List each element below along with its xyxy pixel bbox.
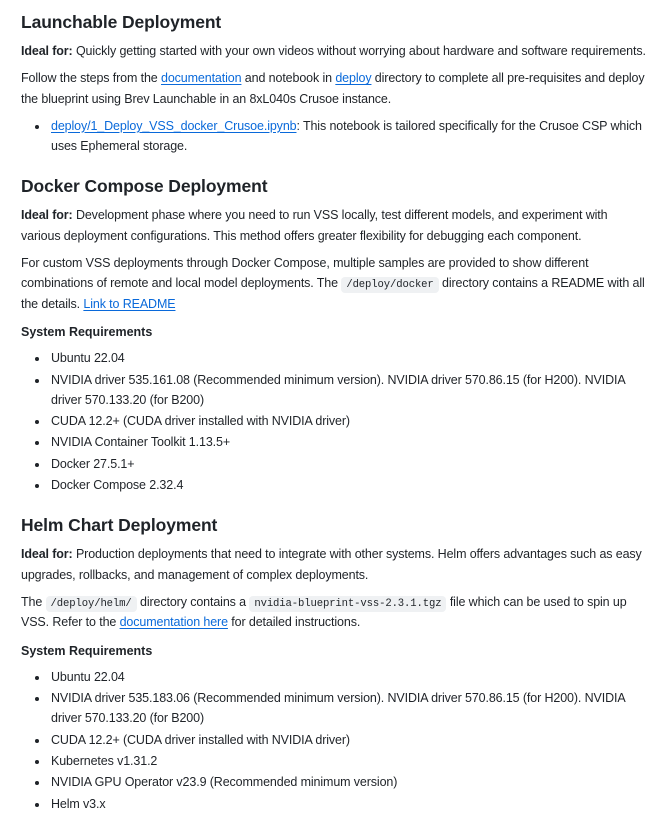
subheading-system-requirements: System Requirements: [21, 643, 153, 658]
list-item: • deploy/1_Deploy_VSS_docker_Crusoe.ipynb: This notebook is tailored specifically for the Crusoe CSP which uses Ephemeral storage.: [49, 116, 648, 157]
list-item: • Ubuntu 22.04: [49, 667, 648, 687]
inline-code: /deploy/helm/: [46, 596, 137, 612]
bold-text: Ideal for:: [21, 547, 73, 562]
list-item: • NVIDIA driver 535.183.06 (Recommended minimum version). NVIDIA driver 570.86.15 (for H200). NVIDIA driver 570.133.20 (for B200): [49, 688, 648, 729]
list-item: • CUDA 12.2+ (CUDA driver installed with NVIDIA driver): [49, 730, 648, 750]
list-item: • CUDA 12.2+ (CUDA driver installed with NVIDIA driver): [49, 411, 648, 431]
paragraph-ideal-for: Ideal for: Development phase where you need to run VSS locally, test different models, and experiment with various deployment configurations. This method offers greater flexibility for debugging each component.: [21, 208, 608, 243]
list-item: • NVIDIA GPU Operator v23.9 (Recommended minimum version): [49, 772, 648, 792]
link[interactable]: documentation here: [119, 615, 228, 630]
system-requirements-list-docker: [21, 348, 648, 495]
bold-text: Ideal for:: [21, 208, 73, 223]
paragraph-custom-deployments: For custom VSS deployments through Docker Compose, multiple samples are provided to show different combinations of remote and local model deployments. The /deploy/docker directory contains a README with all the details. Link to README: [21, 256, 645, 311]
inline-code: nvidia-blueprint-vss-2.3.1.tgz: [249, 596, 446, 612]
bullet-list-launchable: [21, 116, 648, 157]
system-requirements-list-helm: [21, 667, 648, 814]
paragraph-helm-directory: The /deploy/helm/ directory contains a nvidia-blueprint-vss-2.3.1.tgz file which can be used to spin up VSS. Refer to the documentation here for detailed instructions.: [21, 594, 627, 630]
link[interactable]: documentation: [161, 71, 242, 86]
list-item: • Helm v3.x: [49, 794, 648, 814]
link[interactable]: Link to README: [83, 296, 176, 311]
paragraph-follow-steps: Follow the steps from the documentation and notebook in deploy directory to complete all pre-requisites and deploy the blueprint using Brev Launchable in an 8xL040s Crusoe instance.: [21, 71, 645, 106]
section-launchable-deployment: [21, 12, 648, 156]
list-item: • Docker 27.5.1+: [49, 454, 648, 474]
list-item: • NVIDIA Container Toolkit 1.13.5+: [49, 432, 648, 452]
list-item: • Kubernetes v1.31.2: [49, 751, 648, 771]
link[interactable]: deploy/1_Deploy_VSS_docker_Crusoe.ipynb: [51, 118, 297, 133]
list-item: • Docker Compose 2.32.4: [49, 475, 648, 495]
section-title-docker-compose: Docker Compose Deployment: [21, 176, 268, 197]
section-helm-chart-deployment: [21, 515, 648, 814]
section-docker-compose-deployment: [21, 176, 648, 495]
inline-code: /deploy/docker: [341, 277, 438, 293]
link[interactable]: deploy: [335, 71, 372, 86]
list-item: • Ubuntu 22.04: [49, 348, 648, 368]
paragraph-ideal-for: Ideal for: Quickly getting started with your own videos without worrying about hardware and software requirements.: [21, 44, 646, 58]
list-item: • NVIDIA driver 535.161.08 (Recommended minimum version). NVIDIA driver 570.86.15 (for H200). NVIDIA driver 570.133.20 (for B200): [49, 370, 648, 411]
section-title-helm-chart: Helm Chart Deployment: [21, 515, 218, 536]
bold-text: Ideal for:: [21, 44, 73, 58]
subheading-system-requirements: System Requirements: [21, 324, 153, 339]
section-title-launchable: Launchable Deployment: [21, 12, 222, 32]
paragraph-ideal-for: Ideal for: Production deployments that need to integrate with other systems. Helm offers advantages such as easy upgrades, rollbacks, and management of complex deployments.: [21, 547, 642, 582]
